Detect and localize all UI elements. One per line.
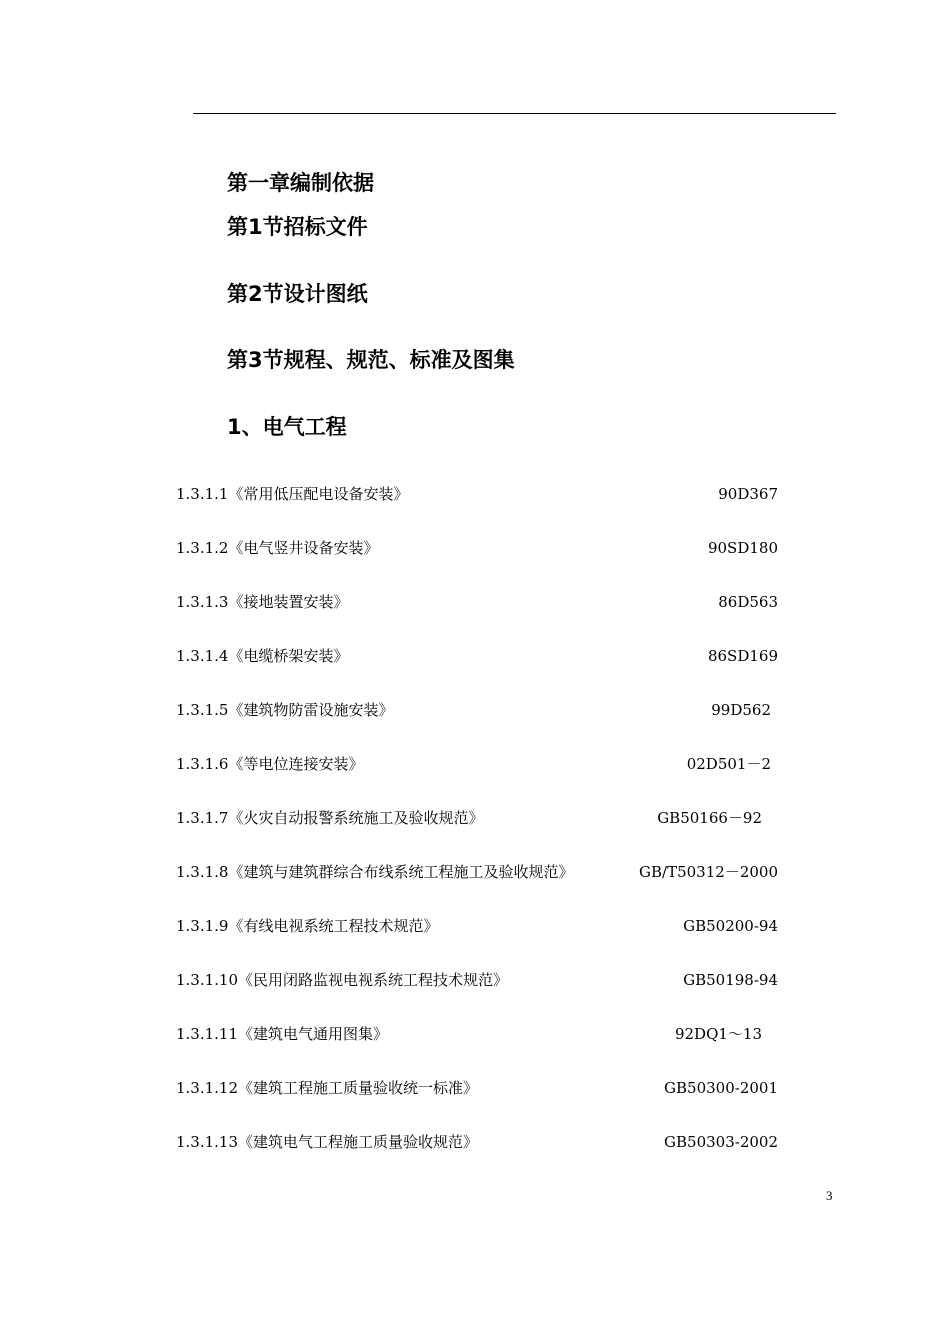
list-item bbox=[176, 859, 786, 913]
list-item bbox=[176, 805, 786, 859]
standard-title: 1.3.1.7《火灾自动报警系统施工及验收规范》 bbox=[176, 809, 484, 827]
list-item bbox=[176, 643, 786, 697]
standard-title: 1.3.1.13《建筑电气工程施工质量验收规范》 bbox=[176, 1133, 479, 1151]
standard-title: 1.3.1.10《民用闭路监视电视系统工程技术规范》 bbox=[176, 971, 509, 989]
standard-title: 1.3.1.11《建筑电气通用图集》 bbox=[176, 1025, 389, 1043]
standards-list bbox=[176, 481, 786, 1183]
standard-code: 92DQ1～13 bbox=[674, 1025, 762, 1043]
standard-title: 1.3.1.6《等电位连接安装》 bbox=[176, 755, 364, 773]
standard-code: 90D367 bbox=[718, 485, 778, 503]
list-item bbox=[176, 697, 786, 751]
list-item bbox=[176, 535, 786, 589]
standard-title: 1.3.1.9《有线电视系统工程技术规范》 bbox=[176, 917, 439, 935]
subsection-heading: 1、电气工程 bbox=[227, 415, 347, 439]
list-item bbox=[176, 589, 786, 643]
standard-code: 02D501－2 bbox=[686, 755, 771, 773]
standard-code: 99D562 bbox=[711, 701, 771, 719]
section-heading-3: 第3节规程、规范、标准及图集 bbox=[227, 348, 515, 372]
standard-title: 1.3.1.2《电气竖井设备安装》 bbox=[176, 539, 379, 557]
section-heading-2: 第2节设计图纸 bbox=[227, 282, 368, 306]
standard-code: 90SD180 bbox=[707, 539, 778, 557]
list-item bbox=[176, 481, 786, 535]
standard-code: GB50198-94 bbox=[683, 971, 778, 989]
list-item bbox=[176, 751, 786, 805]
list-item bbox=[176, 1129, 786, 1183]
standard-code: 86SD169 bbox=[707, 647, 778, 665]
header-rule bbox=[193, 113, 836, 114]
list-item bbox=[176, 913, 786, 967]
standard-code: GB50166－92 bbox=[657, 809, 762, 827]
chapter-heading: 第一章编制依据 bbox=[227, 171, 374, 195]
page-number: 3 bbox=[826, 1188, 833, 1203]
list-item bbox=[176, 967, 786, 1021]
list-item bbox=[176, 1075, 786, 1129]
standard-title: 1.3.1.12《建筑工程施工质量验收统一标准》 bbox=[176, 1079, 479, 1097]
standard-code: GB50200-94 bbox=[683, 917, 778, 935]
section-heading-1: 第1节招标文件 bbox=[227, 215, 368, 239]
standard-title: 1.3.1.1《常用低压配电设备安装》 bbox=[176, 485, 409, 503]
standard-code: GB50303-2002 bbox=[664, 1133, 778, 1151]
standard-title: 1.3.1.3《接地装置安装》 bbox=[176, 593, 349, 611]
standard-code: GB/T50312－2000 bbox=[639, 863, 778, 881]
standard-title: 1.3.1.5《建筑物防雷设施安装》 bbox=[176, 701, 394, 719]
standard-code: GB50300-2001 bbox=[664, 1079, 778, 1097]
standard-title: 1.3.1.4《电缆桥架安装》 bbox=[176, 647, 349, 665]
list-item bbox=[176, 1021, 786, 1075]
standard-code: 86D563 bbox=[718, 593, 778, 611]
standard-title: 1.3.1.8《建筑与建筑群综合布线系统工程施工及验收规范》 bbox=[176, 863, 574, 881]
